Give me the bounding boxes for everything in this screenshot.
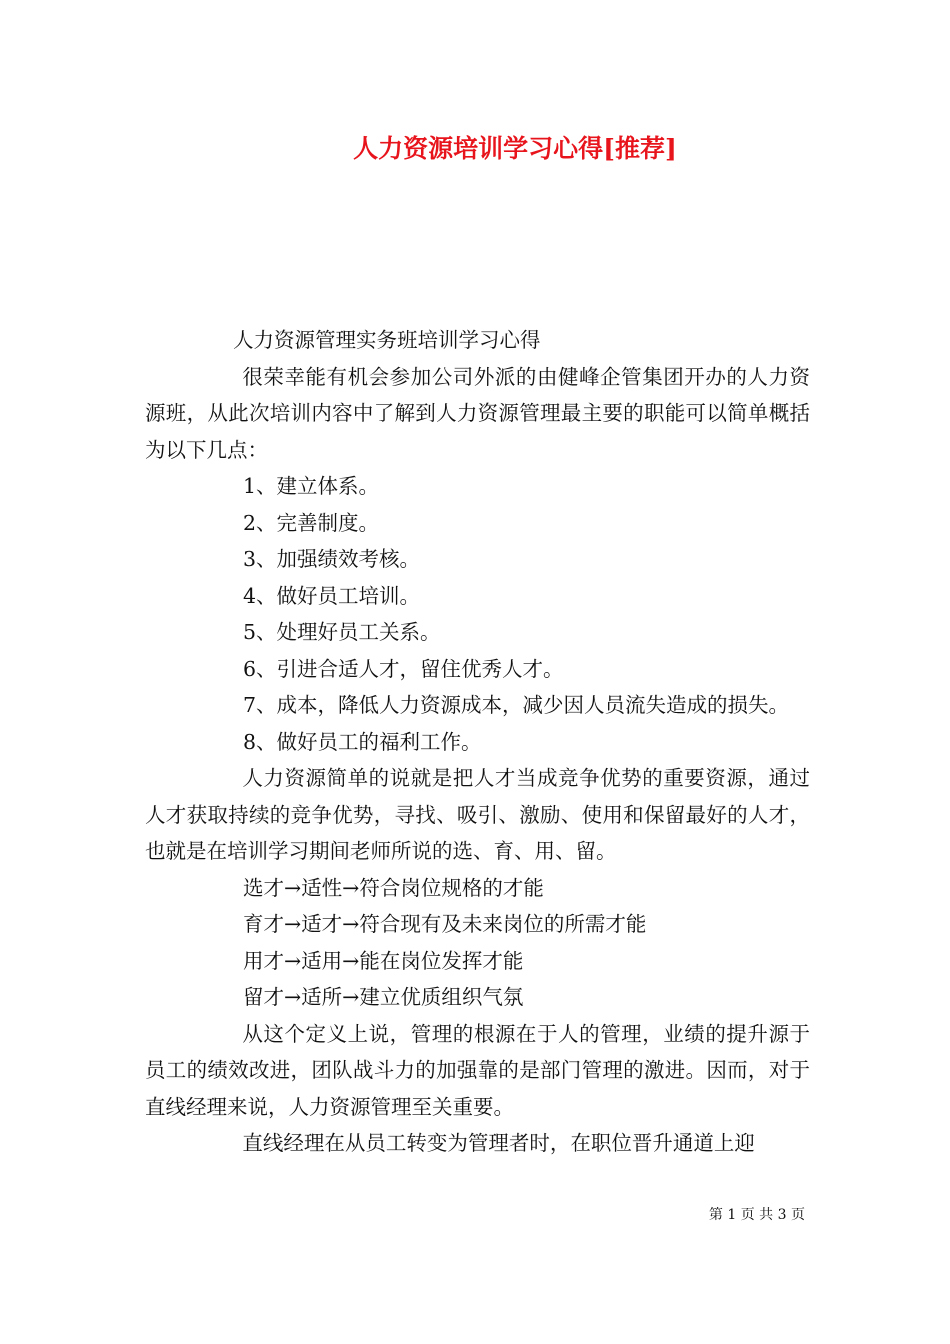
list-item: 3、加强绩效考核。 [243, 547, 421, 571]
chain-item: 选才→适性→符合岗位规格的才能 [243, 875, 544, 900]
list-item: 1、建立体系。 [243, 474, 380, 498]
management-paragraph: 从这个定义上说，管理的根源在于人的管理，业绩的提升源于员工的绩效改进，团队战斗力的加强靠的是部门管理的激进。因而，对于直线经理来说，人力资源管理至关重要。 [145, 1021, 810, 1119]
document-title: 人力资源培训学习心得[推荐] [353, 134, 677, 163]
list-item: 8、做好员工的福利工作。 [243, 729, 482, 754]
intro-paragraph: 很荣幸能有机会参加公司外派的由健峰企管集团开办的人力资源班，从此次培训内容中了解到人力资源管理最主要的职能可以简单概括为以下几点： [145, 364, 810, 462]
list-item: 2、完善制度。 [243, 510, 380, 535]
document-body [145, 322, 810, 1162]
page-number: 第 1 页 共 3 页 [708, 1207, 805, 1223]
chain-item: 用才→适用→能在岗位发挥才能 [243, 948, 524, 973]
document-subtitle: 人力资源管理实务班培训学习心得 [233, 328, 541, 352]
list-item: 4、做好员工培训。 [243, 583, 421, 608]
definition-paragraph: 人力资源简单的说就是把人才当成竞争优势的重要资源，通过人才获取持续的竞争优势，寻找、吸引、激励、使用和保留最好的人才，也就是在培训学习期间老师所说的选、育、用、留。 [145, 766, 810, 863]
list-item: 5、处理好员工关系。 [243, 620, 441, 644]
list-item: 6、引进合适人才，留住优秀人才。 [243, 656, 564, 681]
line-manager-paragraph: 直线经理在从员工转变为管理者时，在职位晋升通道上迎 [242, 1131, 755, 1155]
list-item: 7、成本，降低人力资源成本，减少因人员流失造成的损失。 [243, 693, 790, 717]
chain-item: 留才→适所→建立优质组织气氛 [243, 985, 524, 1009]
chain-item: 育才→适才→符合现有及未来岗位的所需才能 [243, 912, 647, 936]
